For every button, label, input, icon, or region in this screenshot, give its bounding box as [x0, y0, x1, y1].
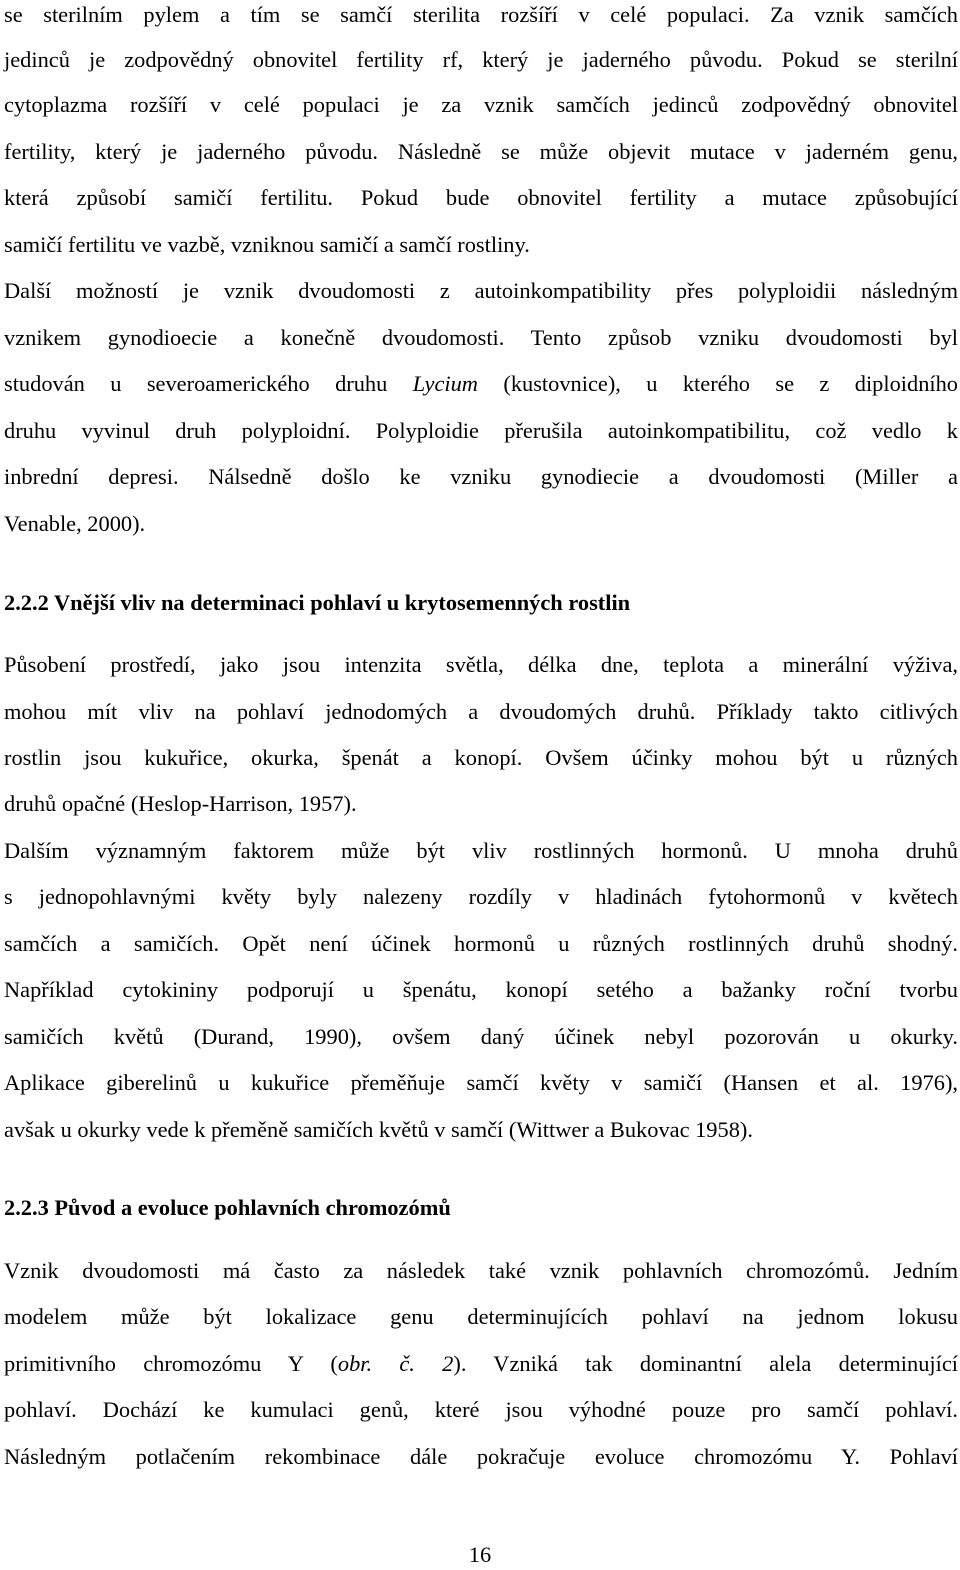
text-line: se sterilním pylem a tím se samčí sterilita rozšíří v celé populaci. Za vznik samčích	[4, 2, 958, 27]
text-line: druhu vyvinul druh polyploidní. Polyploidie přerušila autoinkompatibilitu, což vedlo k	[4, 418, 958, 443]
text-line: Aplikace giberelinů u kukuřice přeměňuje samčí květy v samičí (Hansen et al. 1976),	[4, 1070, 958, 1095]
text-segment: (kustovnice), u kterého se z diploidního	[477, 371, 959, 396]
text-line: Například cytokininy podporují u špenátu, konopí setého a bažanky roční tvorbu	[4, 977, 958, 1002]
italic-species-name: Lycium	[412, 371, 478, 396]
text-line: pohlaví. Dochází ke kumulaci genů, které jsou výhodné pouze pro samčí pohlaví.	[4, 1397, 958, 1422]
section-heading-2-2-2: 2.2.2 Vnější vliv na determinaci pohlaví u krytosemenných rostlin	[4, 590, 631, 615]
text-line: Působení prostředí, jako jsou intenzita světla, délka dne, teplota a minerální výživa,	[4, 652, 958, 677]
text-segment: ). Vzniká tak dominantní alela determinující	[453, 1351, 959, 1376]
page-number: 16	[468, 1542, 492, 1567]
section-heading-2-2-3: 2.2.3 Původ a evoluce pohlavních chromozómů	[4, 1195, 451, 1220]
text-segment: studován u severoamerického druhu	[4, 371, 413, 396]
text-line	[4, 369, 958, 399]
text-line: inbrední depresi. Nálsedně došlo ke vzniku gynodiecie a dvoudomosti (Miller a	[4, 464, 958, 489]
text-line: vznikem gynodioecie a konečně dvoudomosti. Tento způsob vzniku dvoudomosti byl	[4, 325, 958, 350]
text-line: mohou mít vliv na pohlaví jednodomých a dvoudomých druhů. Příklady takto citlivých	[4, 699, 958, 724]
text-line: Dalším významným faktorem může být vliv rostlinných hormonů. U mnoha druhů	[4, 838, 958, 863]
text-line: samičích květů (Durand, 1990), ovšem daný účinek nebyl pozorován u okurky.	[4, 1024, 958, 1049]
text-line: s jednopohlavnými květy byly nalezeny rozdíly v hladinách fytohormonů v květech	[4, 884, 958, 909]
text-line	[4, 1349, 958, 1379]
text-line: modelem může být lokalizace genu determinujících pohlaví na jednom lokusu	[4, 1304, 958, 1329]
text-line: druhů opačné (Heslop-Harrison, 1957).	[4, 791, 357, 816]
text-segment: primitivního chromozómu Y (	[4, 1351, 338, 1376]
text-line: která způsobí samičí fertilitu. Pokud bude obnovitel fertility a mutace způsobující	[4, 185, 958, 210]
text-line: fertility, který je jaderného původu. Následně se může objevit mutace v jaderném genu,	[4, 139, 958, 164]
text-line: Venable, 2000).	[4, 511, 146, 536]
text-line: Následným potlačením rekombinace dále pokračuje evoluce chromozómu Y. Pohlaví	[4, 1444, 958, 1469]
text-line: Další možností je vznik dvoudomosti z autoinkompatibility přes polyploidii následným	[4, 278, 958, 303]
text-line: Vznik dvoudomosti má často za následek také vznik pohlavních chromozómů. Jedním	[4, 1258, 958, 1283]
text-line: cytoplazma rozšíří v celé populaci je za vznik samčích jedinců zodpovědný obnovitel	[4, 92, 958, 117]
text-line: samičí fertilitu ve vazbě, vzniknou samičí a samčí rostliny.	[4, 232, 530, 257]
text-line: rostlin jsou kukuřice, okurka, špenát a konopí. Ovšem účinky mohou být u různých	[4, 745, 958, 770]
text-line: samčích a samičích. Opět není účinek hormonů u různých rostlinných druhů shodný.	[4, 931, 958, 956]
text-line: avšak u okurky vede k přeměně samičích květů v samčí (Wittwer a Bukovac 1958).	[4, 1117, 753, 1142]
text-line: jedinců je zodpovědný obnovitel fertility rf, který je jaderného původu. Pokud se sterilní	[4, 47, 958, 72]
italic-figure-reference: obr. č. 2	[337, 1351, 454, 1376]
